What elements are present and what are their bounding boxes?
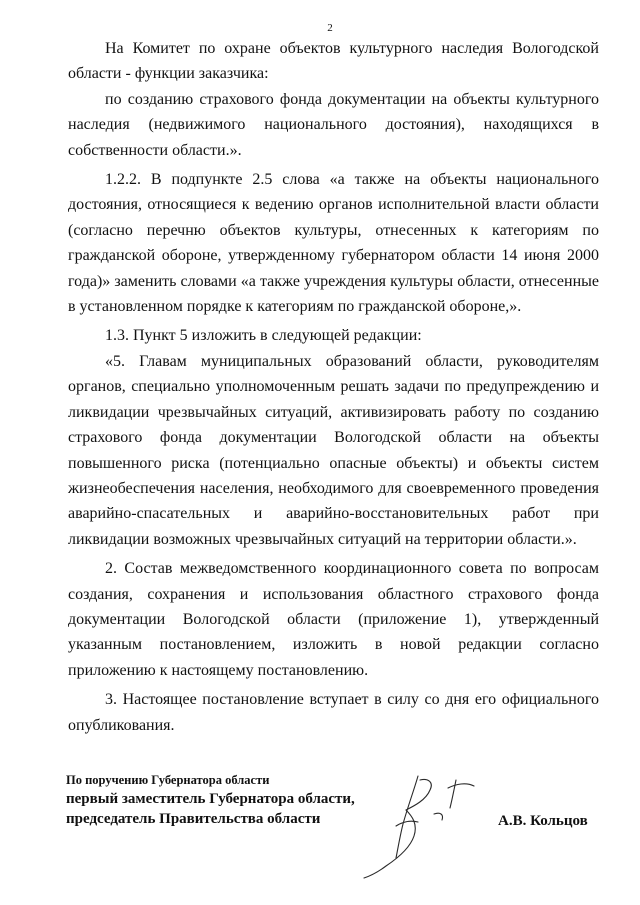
paragraph-insurance-fund: по созданию страхового фонда документации на объекты культурного наследия (недвижимого национального достояния), находящихся в собственности области.». [68, 90, 599, 159]
signatory-line-authority: По поручению Губернатора области [66, 773, 270, 787]
paragraph-3: 3. Настоящее постановление вступает в силу со дня его официального опубликования. [68, 691, 599, 734]
signatory-line-position: первый заместитель Губернатора области, [66, 791, 355, 807]
paragraph-committee-client: На Комитет по охране объектов культурного наследия Вологодской области - функции заказчика: [68, 40, 599, 83]
signatory-block [66, 771, 355, 829]
paragraph-2: 2. Состав межведомственного координационного совета по вопросам создания, сохранения и использования областного страхового фонда документации Вологодской области (приложение 1), утвержденный указанным постановлением, изложить в новой редакции согласно приложению к настоящему постановлению. [68, 560, 599, 679]
signatory-line-title: председатель Правительства области [66, 811, 321, 827]
handwritten-signature [348, 766, 488, 884]
paragraph-1-3: 1.3. Пункт 5 изложить в следующей редакции: [105, 327, 422, 345]
paragraph-point-5: «5. Главам муниципальных образований области, руководителям органов, специально уполномоченным решать задачи по предупреждению и ликвидации чрезвычайных ситуаций, активизировать работу по созданию страхового фонда документации Вологодской области на объекты повышенного риска (потенциально опасные объекты) и объекты систем жизнеобеспечения населения, необходимого для своевременного проведения аварийно-спасательных и аварийно-восстановительных работ при ликвидации возможных чрезвычайных ситуаций на территории области.». [68, 352, 599, 548]
page-number: 2 [327, 22, 333, 34]
paragraph-1-2-2: 1.2.2. В подпункте 2.5 слова «а также на объекты национального достояния, относящиеся к ведению органов исполнительной власти области (согласно перечню объектов культуры, отнесенных к категориям по гражданской обороне, утвержденному губернатором области 14 июня 2000 года)» заменить словами «а также учреждения культуры области, отнесенные в установленном порядке к категориям по гражданской обороне,». [68, 171, 599, 316]
document-body [68, 36, 599, 738]
signatory-name: А.В. Кольцов [498, 813, 588, 829]
